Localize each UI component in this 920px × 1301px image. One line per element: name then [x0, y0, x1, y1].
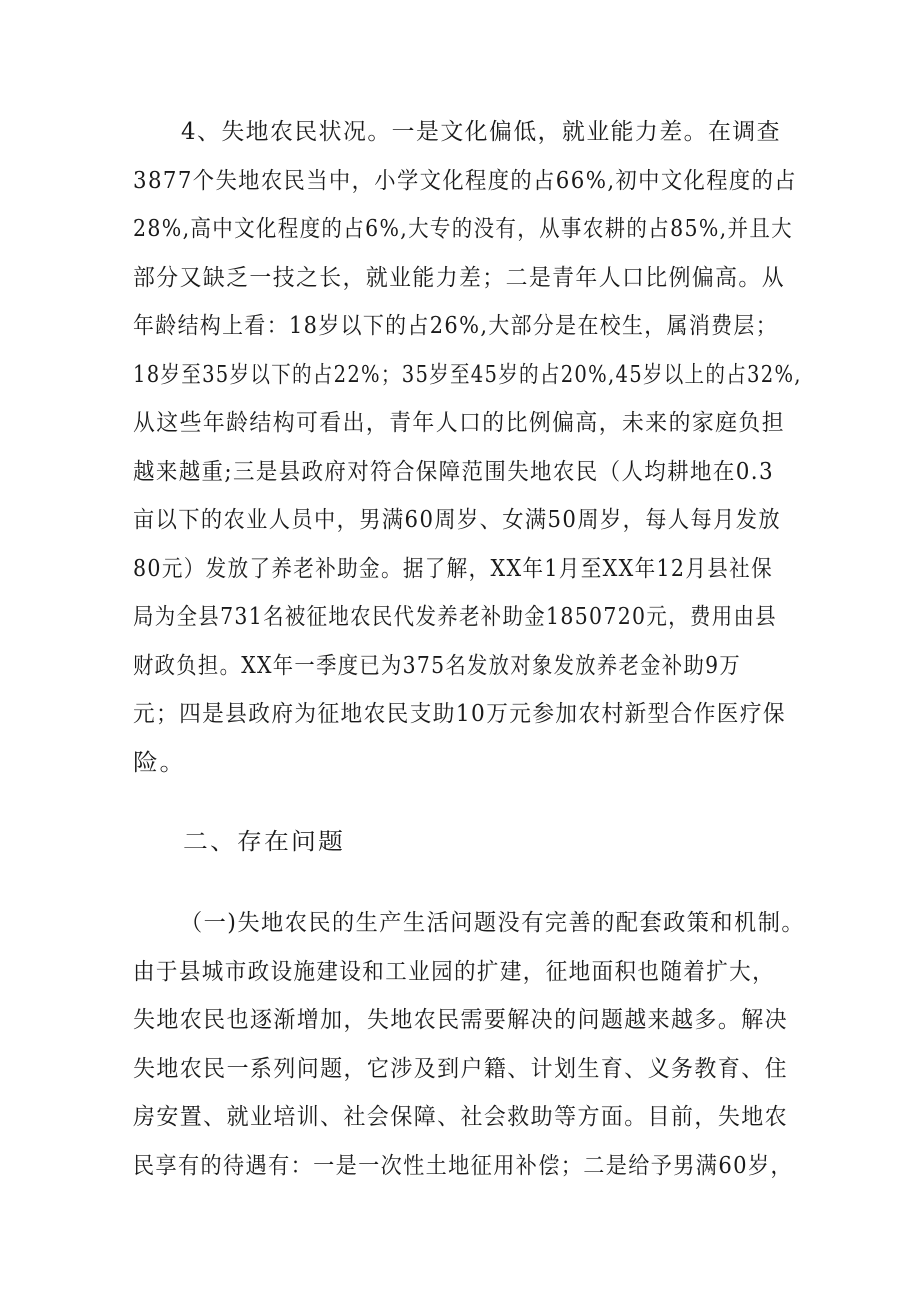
- paragraph-4-line-1: 4、失地农民状况。一是文化偏低，就业能力差。在调查: [181, 119, 781, 145]
- paragraph-5-line-4: 失地农民一系列问题，它涉及到户籍、计划生育、义务教育、住: [133, 1056, 788, 1082]
- paragraph-4-line-2: 3877个失地农民当中，小学文化程度的占66%,初中文化程度的占: [133, 168, 797, 194]
- paragraph-4-line-5: 年龄结构上看：18岁以下的占26%,大部分是在校生，属消费层；: [133, 313, 778, 339]
- paragraph-4-line-12: 财政负担。XX年一季度已为375名发放对象发放养老金补助9万: [133, 653, 741, 679]
- paragraph-5-line-6: 民享有的待遇有：一是一次性土地征用补偿；二是给予男满60岁，: [133, 1153, 793, 1179]
- paragraph-4-line-10: 80元）发放了养老补助金。据了解，XX年1月至XX年12月县社保: [133, 556, 773, 582]
- paragraph-5-line-3: 失地农民也逐渐增加，失地农民需要解决的问题越来越多。解决: [133, 1007, 788, 1033]
- paragraph-4-line-11: 局为全县731名被征地农民代发养老补助金1850720元，费用由县: [133, 604, 777, 630]
- paragraph-4-line-14: 险。: [133, 750, 186, 776]
- paragraph-4-line-13: 元；四是县政府为征地农民支助10万元参加农村新型合作医疗保: [133, 701, 786, 727]
- section-heading-problems: 二、存在问题: [183, 829, 345, 855]
- paragraph-5-line-2: 由于县城市政设施建设和工业园的扩建，征地面积也随着扩大，: [133, 959, 775, 985]
- paragraph-4-line-9: 亩以下的农业人员中，男满60周岁、女满50周岁，每人每月发放: [133, 507, 781, 533]
- paragraph-4-line-7: 从这些年龄结构可看出，青年人口的比例偏高，未来的家庭负担: [133, 410, 785, 436]
- paragraph-4-line-8: 越来越重;三是县政府对符合保障范围失地农民（人均耕地在0.3: [133, 459, 774, 485]
- paragraph-4-line-6: 18岁至35岁以下的占22%；35岁至45岁的占20%,45岁以上的占32%,: [133, 362, 802, 388]
- paragraph-5-line-5: 房安置、就业培训、社会保障、社会救助等方面。目前，失地农: [133, 1104, 788, 1130]
- paragraph-4-line-3: 28%,高中文化程度的占6%,大专的没有，从事农耕的占85%,并且大: [133, 216, 793, 242]
- paragraph-5-line-1: （一)失地农民的生产生活问题没有完善的配套政策和机制。: [180, 910, 805, 936]
- paragraph-4-line-4: 部分又缺乏一技之长，就业能力差；二是青年人口比例偏高。从: [133, 265, 785, 291]
